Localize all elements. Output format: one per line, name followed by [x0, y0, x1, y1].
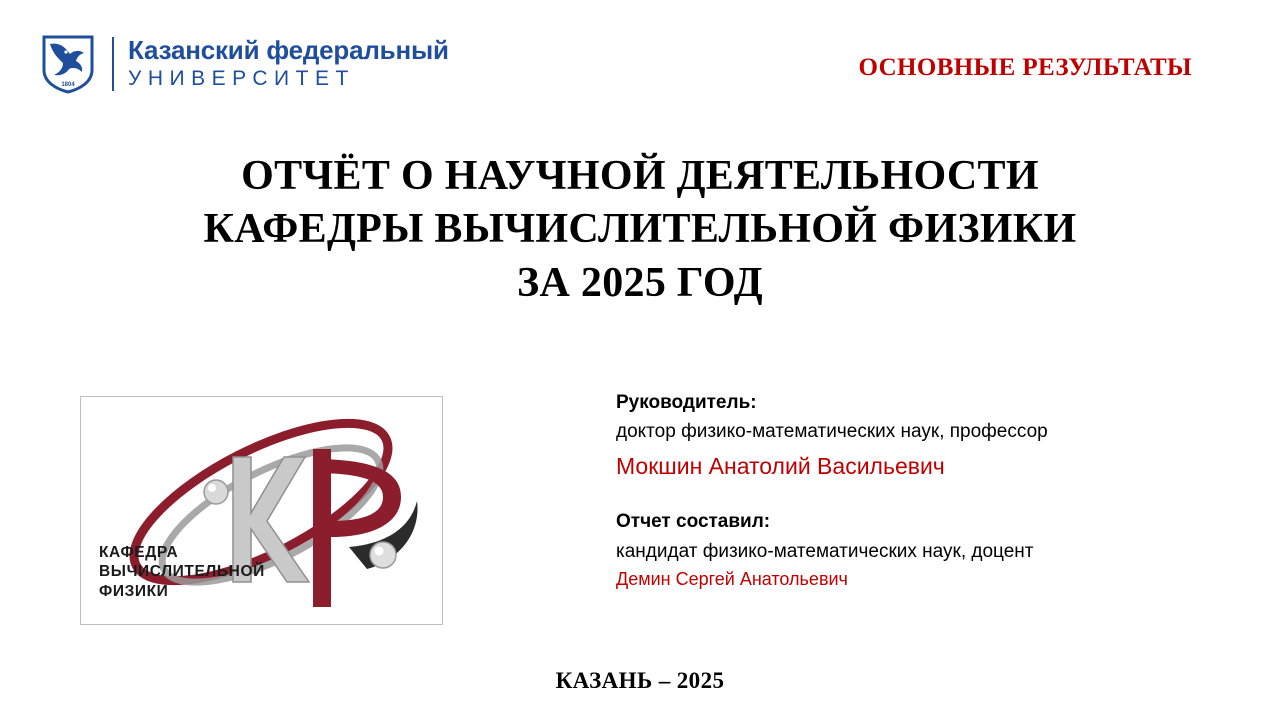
svg-text:1804: 1804	[61, 82, 75, 88]
section-label: ОСНОВНЫЕ РЕЗУЛЬТАТЫ	[858, 54, 1192, 81]
kfu-griffin-emblem-icon	[40, 34, 96, 94]
slide-header	[0, 0, 1280, 120]
university-wordmark	[128, 37, 449, 90]
department-logo-caption	[99, 543, 265, 602]
university-name-line2: УНИВЕРСИТЕТ	[128, 66, 355, 90]
logo-divider	[112, 37, 114, 91]
author-degree: кандидат физико-математических наук, доцент	[616, 540, 1034, 562]
university-logo	[40, 34, 449, 94]
report-author-group	[616, 507, 1216, 593]
author-role-label: Отчет составил:	[616, 511, 771, 533]
slide-footer: КАЗАНЬ – 2025	[555, 668, 725, 693]
page-title-line1: ОТЧЁТ О НАУЧНОЙ ДЕЯТЕЛЬНОСТИ	[241, 153, 1039, 199]
department-caption-line3: ФИЗИКИ	[99, 583, 169, 601]
head-degree: доктор физико-математических наук, профессор	[616, 421, 1048, 443]
head-name: Мокшин Анатолий Васильевич	[616, 452, 945, 479]
page-title	[60, 150, 1220, 310]
university-name-line1: Казанский федеральный	[128, 35, 449, 66]
department-caption-line1: КАФЕДРА	[99, 543, 179, 561]
head-of-department-group	[616, 388, 1216, 483]
head-role-label: Руководитель:	[616, 392, 757, 413]
department-caption-line2: ВЫЧИСЛИТЕЛЬНОЙ	[99, 563, 265, 581]
credits-block	[616, 388, 1216, 593]
page-title-line3: ЗА 2025 ГОД	[517, 259, 763, 306]
author-name: Демин Сергей Анатольевич	[616, 569, 848, 590]
department-logo	[80, 396, 443, 625]
page-title-line2: КАФЕДРЫ ВЫЧИСЛИТЕЛЬНОЙ ФИЗИКИ	[203, 206, 1077, 253]
